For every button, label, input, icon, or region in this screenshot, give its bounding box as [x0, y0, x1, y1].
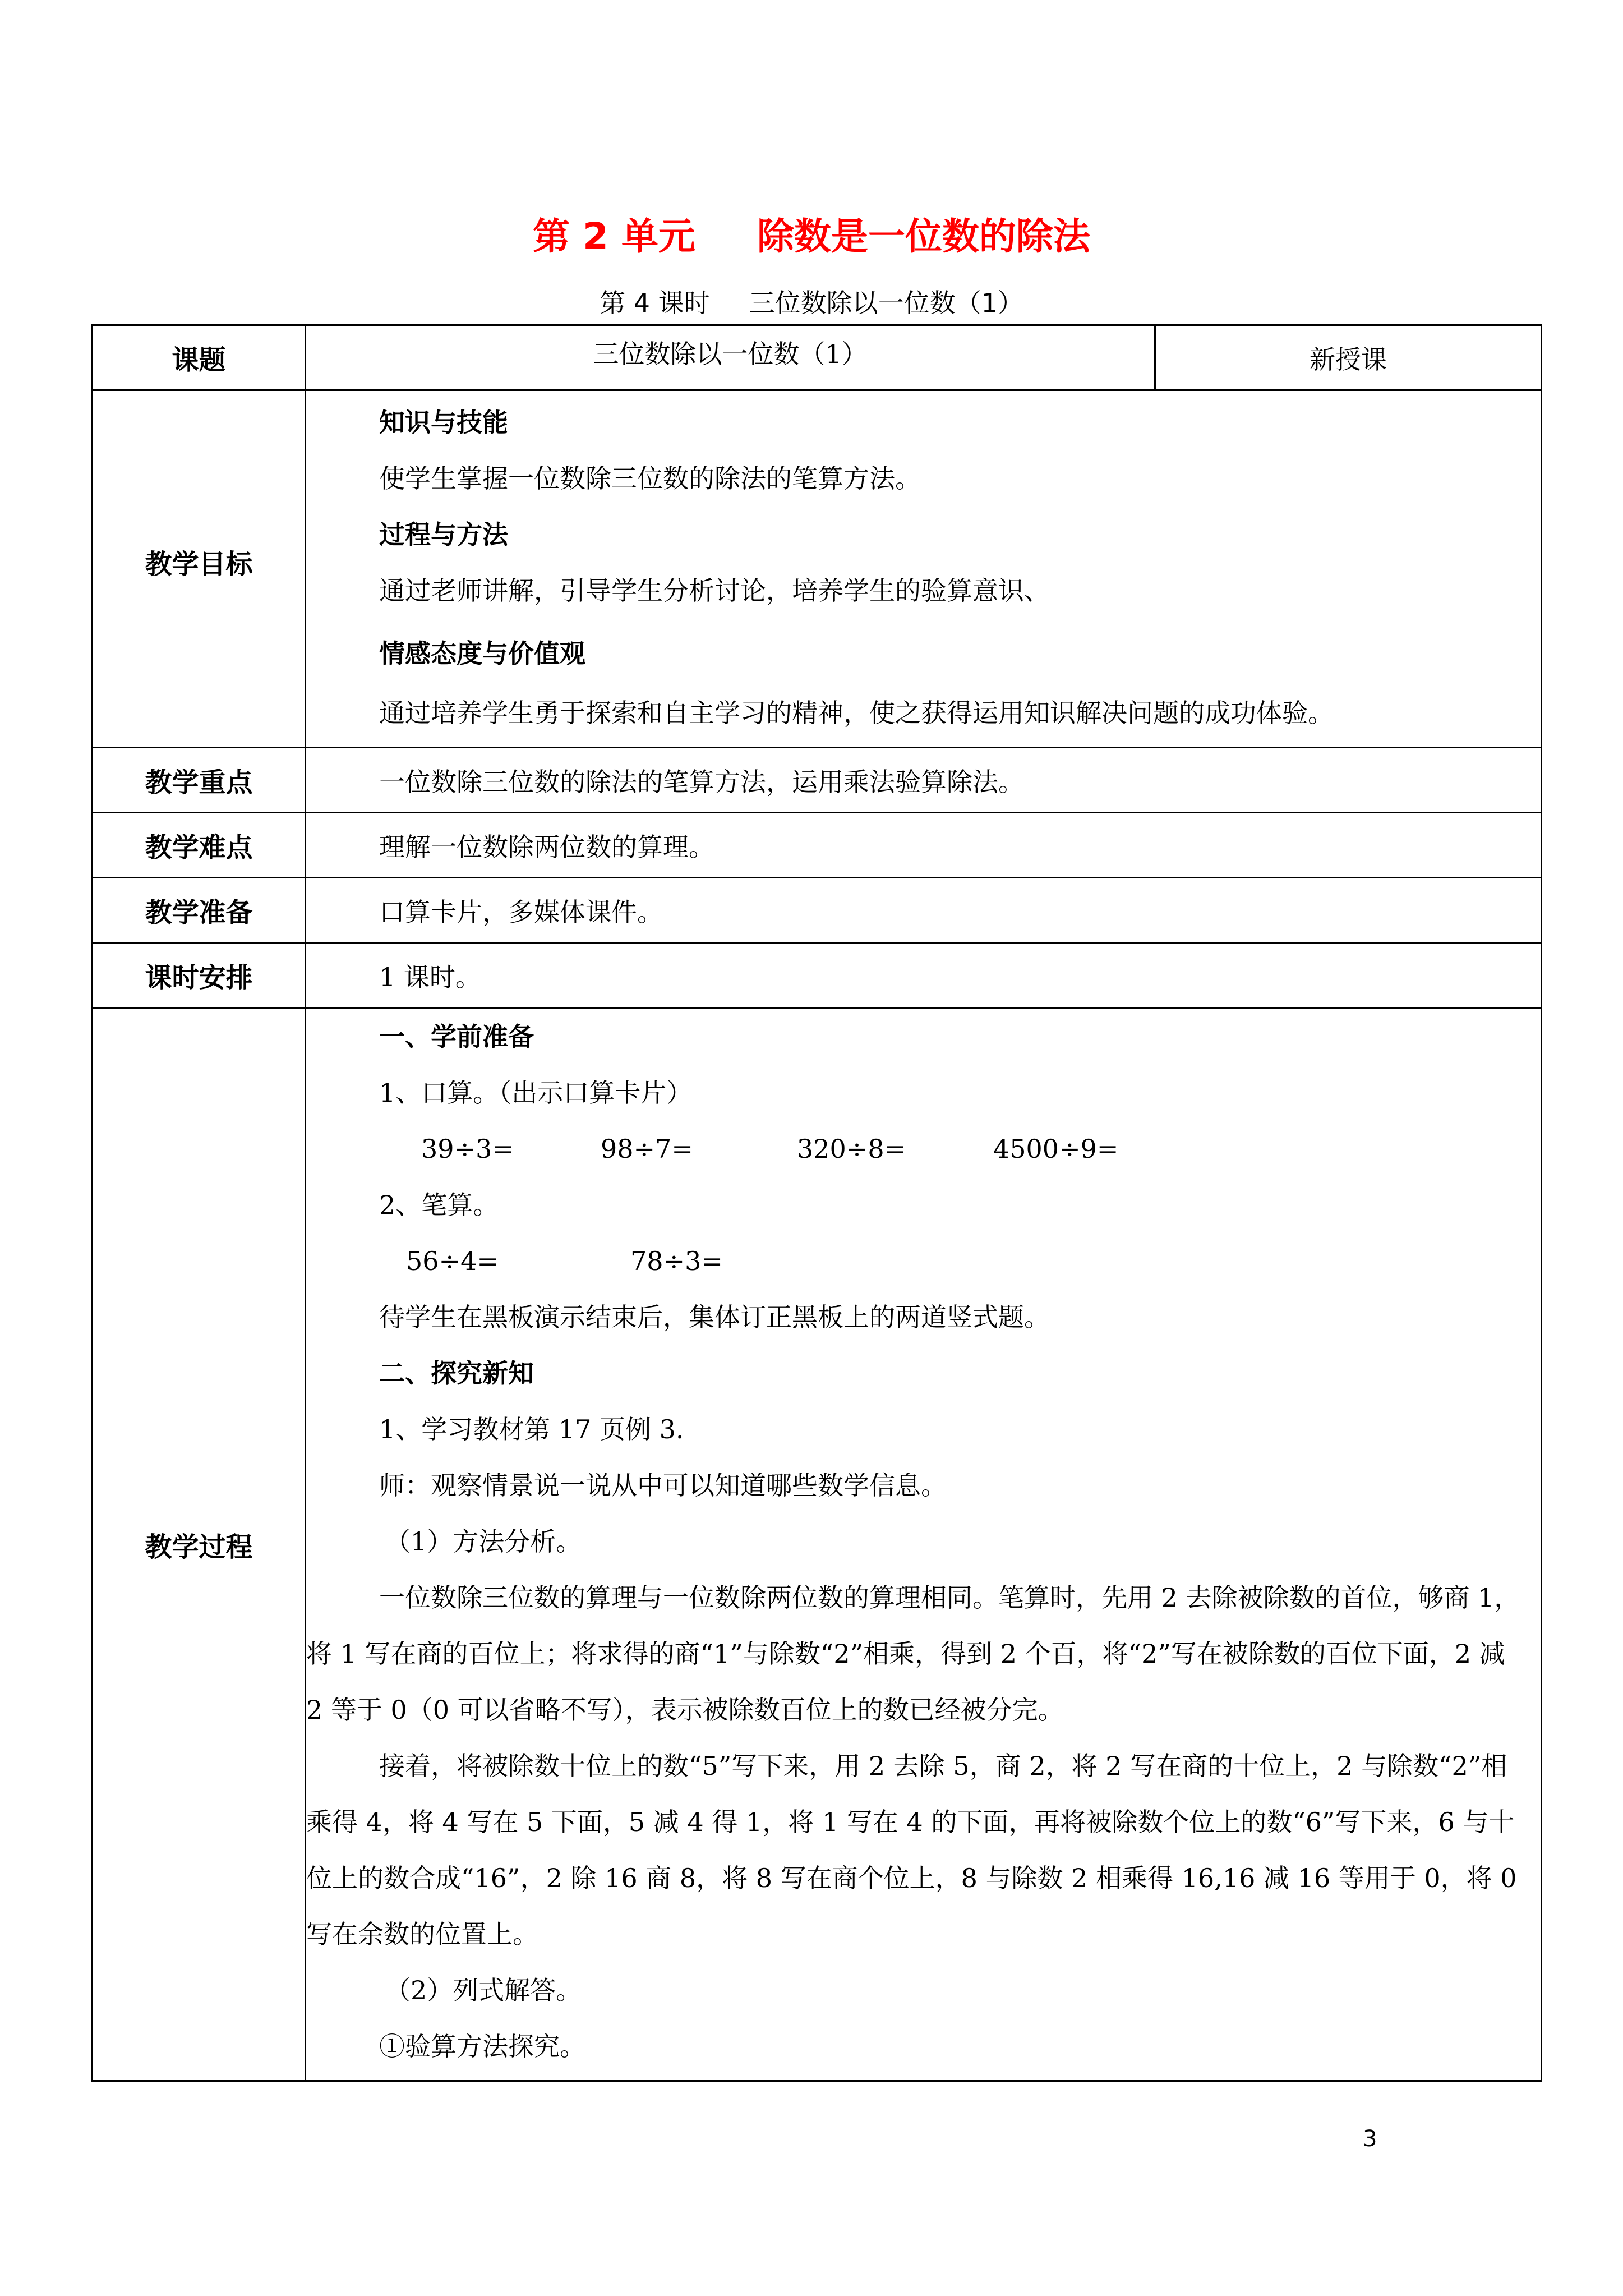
written-exercises — [379, 1233, 1527, 1289]
topic-label: 课题 — [93, 325, 306, 390]
lesson-plan-table — [91, 324, 1542, 2082]
objective-heading: 情感态度与价值观 — [379, 638, 585, 669]
section-heading: 二、探究新知 — [379, 1358, 534, 1388]
page-title — [0, 209, 1623, 265]
table-row — [93, 813, 1542, 878]
section-heading: 一、学前准备 — [379, 1022, 534, 1052]
table-row — [93, 1008, 1542, 2081]
oral-exercise: 4500÷9= — [993, 1134, 1119, 1164]
oral-exercise: 39÷3= — [421, 1134, 514, 1164]
objective-text: 通过培养学生勇于探索和自主学习的精神，使之获得运用知识解决问题的成功体验。 — [379, 698, 1334, 728]
process-paragraph: 一位数除三位数的算理与一位数除两位数的算理相同。笔算时，先用 2 去除被除数的首位，够商 1，将 1 写在商的百位上；将求得的商“1”与除数“2”相乘，得到 2 个百，将“2”写在被除数的百位下面，2 减 2 等于 0（0 可以省略不写），表示被除数百位上的数已经被分完。 — [306, 1582, 1520, 1725]
table-row — [93, 390, 1542, 748]
process-text: 2、笔算。 — [379, 1190, 499, 1220]
lesson-type: 新授课 — [1155, 325, 1542, 390]
table-row — [93, 325, 1542, 390]
table-row — [93, 943, 1542, 1008]
unit-label: 第 2 单元 — [533, 215, 695, 258]
schedule-text: 1 课时。 — [379, 961, 481, 992]
lesson-title — [0, 283, 1623, 323]
written-exercise: 78÷3= — [630, 1246, 723, 1276]
table-row — [93, 748, 1542, 813]
schedule-label: 课时安排 — [93, 943, 306, 1008]
oral-exercise: 320÷8= — [797, 1134, 906, 1164]
objective-text: 通过老师讲解，引导学生分析讨论，培养学生的验算意识、 — [379, 576, 1050, 606]
process-text: （1）方法分析。 — [385, 1526, 582, 1557]
topic-value: 三位数除以一位数（1） — [306, 325, 1155, 390]
process-text: 待学生在黑板演示结束后，集体订正黑板上的两道竖式题。 — [379, 1302, 1050, 1332]
preparation-label: 教学准备 — [93, 878, 306, 943]
objective-heading: 过程与方法 — [379, 519, 508, 550]
key-points-label: 教学重点 — [93, 748, 306, 813]
lesson-name: 三位数除以一位数（1） — [749, 288, 1023, 318]
objective-text: 使学生掌握一位数除三位数的除法的笔算方法。 — [379, 463, 921, 494]
page-number: 3 — [1363, 2126, 1377, 2152]
key-points-text: 一位数除三位数的除法的笔算方法，运用乘法验算除法。 — [379, 766, 1024, 797]
difficulties-label: 教学难点 — [93, 813, 306, 878]
written-exercise: 56÷4= — [406, 1246, 499, 1276]
objectives-label: 教学目标 — [93, 390, 306, 748]
process-content — [306, 1008, 1542, 2081]
process-text: ①验算方法探究。 — [379, 2031, 585, 2062]
preparation-text: 口算卡片，多媒体课件。 — [379, 896, 663, 927]
objective-heading: 知识与技能 — [379, 407, 508, 438]
process-text: 1、学习教材第 17 页例 3. — [379, 1414, 684, 1444]
oral-exercises — [379, 1121, 1527, 1177]
oral-exercise: 98÷7= — [601, 1134, 693, 1164]
process-text: 师：观察情景说一说从中可以知道哪些数学信息。 — [379, 1470, 947, 1501]
process-text: 1、口算。（出示口算卡片） — [379, 1078, 693, 1108]
objectives-content — [306, 390, 1542, 748]
process-label: 教学过程 — [93, 1008, 306, 2081]
process-paragraph: 接着，将被除数十位上的数“5”写下来，用 2 去除 5，商 2，将 2 写在商的十位上，2 与除数“2”相乘得 4，将 4 写在 5 下面，5 减 4 得 1，将 1 写在 4 的下面，再将被除数个位上的数“6”写下来，6 与十位上的数合成“16”，2 除 16 商 8，将 8 写在商个位上，8 与除数 2 相乘得 16,16 减 16 等用于 0，将 0 写在余数的位置上。 — [306, 1751, 1517, 1949]
lesson-number: 第 4 课时 — [600, 288, 710, 318]
table-row — [93, 878, 1542, 943]
process-text: （2）列式解答。 — [385, 1975, 582, 2005]
difficulties-text: 理解一位数除两位数的算理。 — [379, 831, 714, 862]
unit-topic: 除数是一位数的除法 — [757, 215, 1090, 258]
